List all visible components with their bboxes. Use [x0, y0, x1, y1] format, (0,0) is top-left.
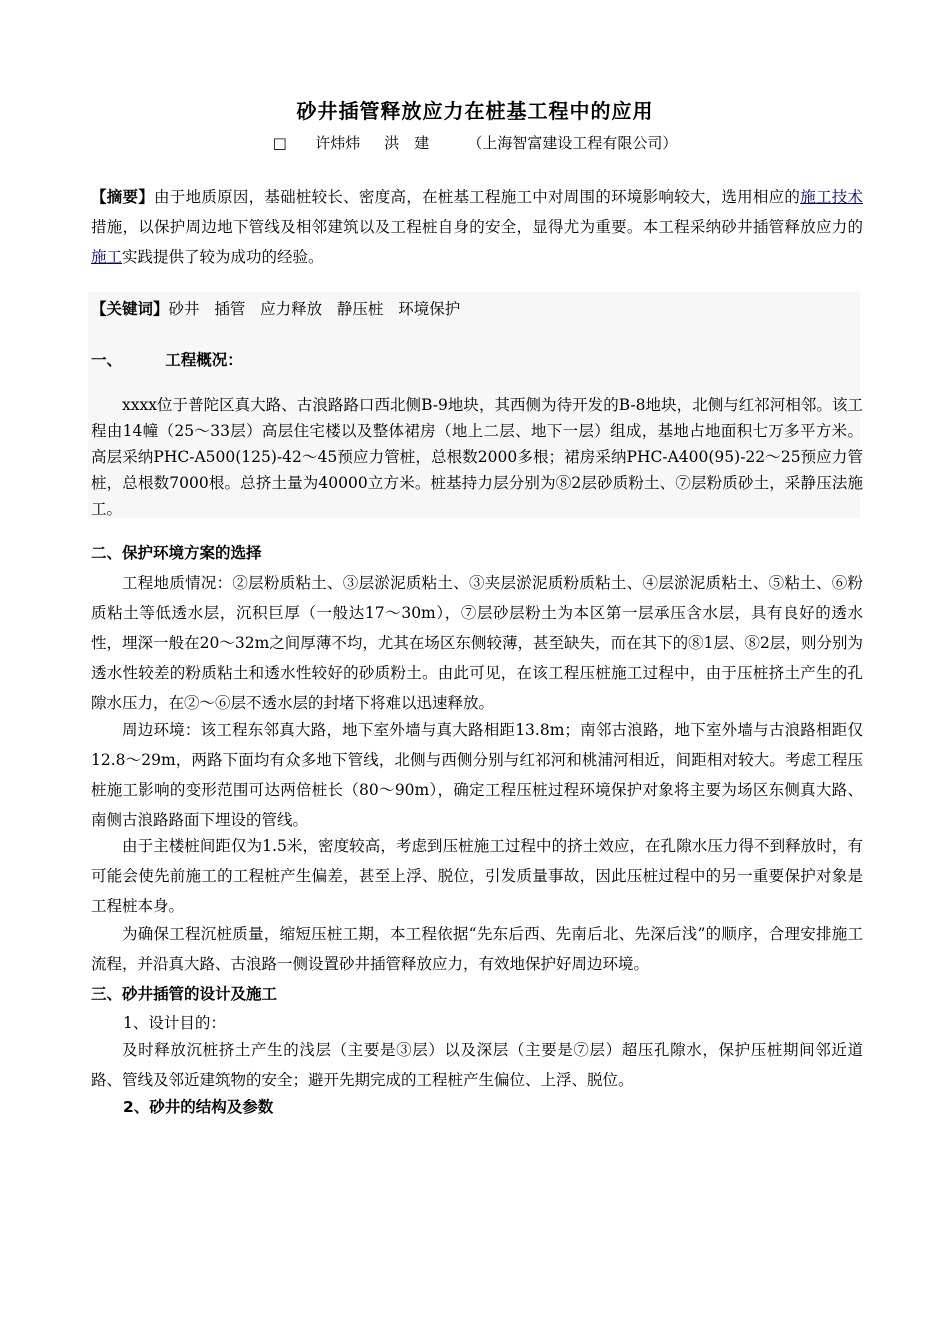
- keyword: 静压桩: [336, 300, 384, 318]
- section-3-heading: 三、砂井插管的设计及施工: [91, 985, 278, 1003]
- section-1-number: 一、: [91, 351, 123, 369]
- abstract-text-2: 措施，以保护周边地下管线及相邻建筑以及工程桩自身的安全，显得尤为重要。本工程采纳砂井插管释放应力的: [91, 218, 863, 236]
- link-construction[interactable]: 施工: [91, 248, 123, 266]
- section-2-paragraph-sequence: 为确保工程沉桩质量，缩短压桩工期，本工程依据“先东后西、先南后北、先深后浅”的顺序，合理安排施工流程，并沿真大路、古浪路一侧设置砂井插管释放应力，有效地保护好周边环境。: [91, 925, 863, 973]
- byline-marker: □: [272, 134, 287, 152]
- section-1-title: 工程概况：: [165, 351, 243, 369]
- section-2-paragraph-surroundings: 周边环境：该工程东邻真大路，地下室外墙与真大路相距13.8m；南邻古浪路，地下室外墙与古浪路相距仅12.8～29m，两路下面均有众多地下管线，北侧与西侧分别与红祁河和桃浦河相近，间距相对较大。考虑工程压桩施工影响的变形范围可达两倍桩长（80～90m），确定工程压桩过程环境保护对象将主要为场区东侧真大路、南侧古浪路路面下埋设的管线。: [91, 721, 863, 829]
- document-title: 砂井插管释放应力在桩基工程中的应用: [296, 99, 654, 123]
- abstract-label: 【摘要】: [91, 188, 155, 206]
- keyword: 插管: [214, 300, 246, 318]
- byline: [0, 132, 950, 153]
- section-1-body: xxxx位于普陀区真大路、古浪路路口西北侧B-9地块，其西侧为待开发的B-8地块，北侧与红祁河相邻。该工程由14幢（25～33层）高层住宅楼以及整体裙房（地上二层、地下一层）组成，基地占地面积七万多平方米。高层采纳PHC-A500(125)-42～45预应力管桩，总根数2000多根；裙房采纳PHC-A400(95)-22～25预应力管桩，总根数7000根。总挤土量为40000立方米。桩基持力层分别为⑧2层砂质粉土、⑦层粉质砂土，采静压法施工。: [91, 396, 863, 518]
- section-3-item-2: 2、砂井的结构及参数: [123, 1098, 274, 1116]
- section-1-heading: [91, 345, 243, 375]
- author-2: 洪 建: [384, 134, 430, 152]
- section-3-paragraph-purpose: 及时释放沉桩挤土产生的浅层（主要是③层）以及深层（主要是⑦层）超压孔隙水，保护压桩期间邻近道路、管线及邻近建筑物的安全；避开先期完成的工程桩产生偏位、上浮、脱位。: [91, 1041, 863, 1089]
- abstract-text-3: 实践提供了较为成功的经验。: [122, 248, 324, 266]
- author-organization: （上海智富建设工程有限公司）: [467, 134, 678, 152]
- abstract-paragraph: [91, 182, 863, 272]
- keyword: 环境保护: [398, 300, 461, 318]
- keywords-label: 【关键词】: [91, 300, 169, 318]
- keyword: 砂井: [168, 300, 200, 318]
- author-1: 许炜炜: [315, 134, 361, 152]
- section-2-paragraph-geology: 工程地质情况：②层粉质粘土、③层淤泥质粘土、③夹层淤泥质粉质粘土、④层淤泥质粘土、⑤粘土、⑥粉质粘土等低透水层，沉积巨厚（一般达17～30m），⑦层砂层粉土为本区第一层承压含水层，具有良好的透水性，埋深一般在20～32m之间厚薄不均，尤其在场区东侧较薄，甚至缺失，而在其下的⑧1层、⑧2层，则分别为透水性较差的粉质粘土和透水性较好的砂质粉土。由此可见，在该工程压桩施工过程中，由于压桩挤土产生的孔隙水压力，在②～⑥层不透水层的封堵下将难以迅速释放。: [91, 574, 863, 712]
- section-3-item-1: 1、设计目的：: [123, 1014, 226, 1032]
- section-2-paragraph-pile-spacing: 由于主楼桩间距仅为1.5米，密度较高，考虑到压桩施工过程中的挤土效应，在孔隙水压力得不到释放时，有可能会使先前施工的工程桩产生偏差，甚至上浮、脱位，引发质量事故，因此压桩过程中的另一重要保护对象是工程桩本身。: [91, 837, 863, 915]
- section-2-heading: 二、保护环境方案的选择: [91, 544, 262, 562]
- link-construction-technology[interactable]: 施工技术: [800, 188, 863, 206]
- keywords-row: [91, 294, 460, 324]
- abstract-text-1: 由于地质原因，基础桩较长、密度高，在桩基工程施工中对周围的环境影响较大，选用相应的: [154, 188, 801, 206]
- keyword: 应力释放: [260, 300, 323, 318]
